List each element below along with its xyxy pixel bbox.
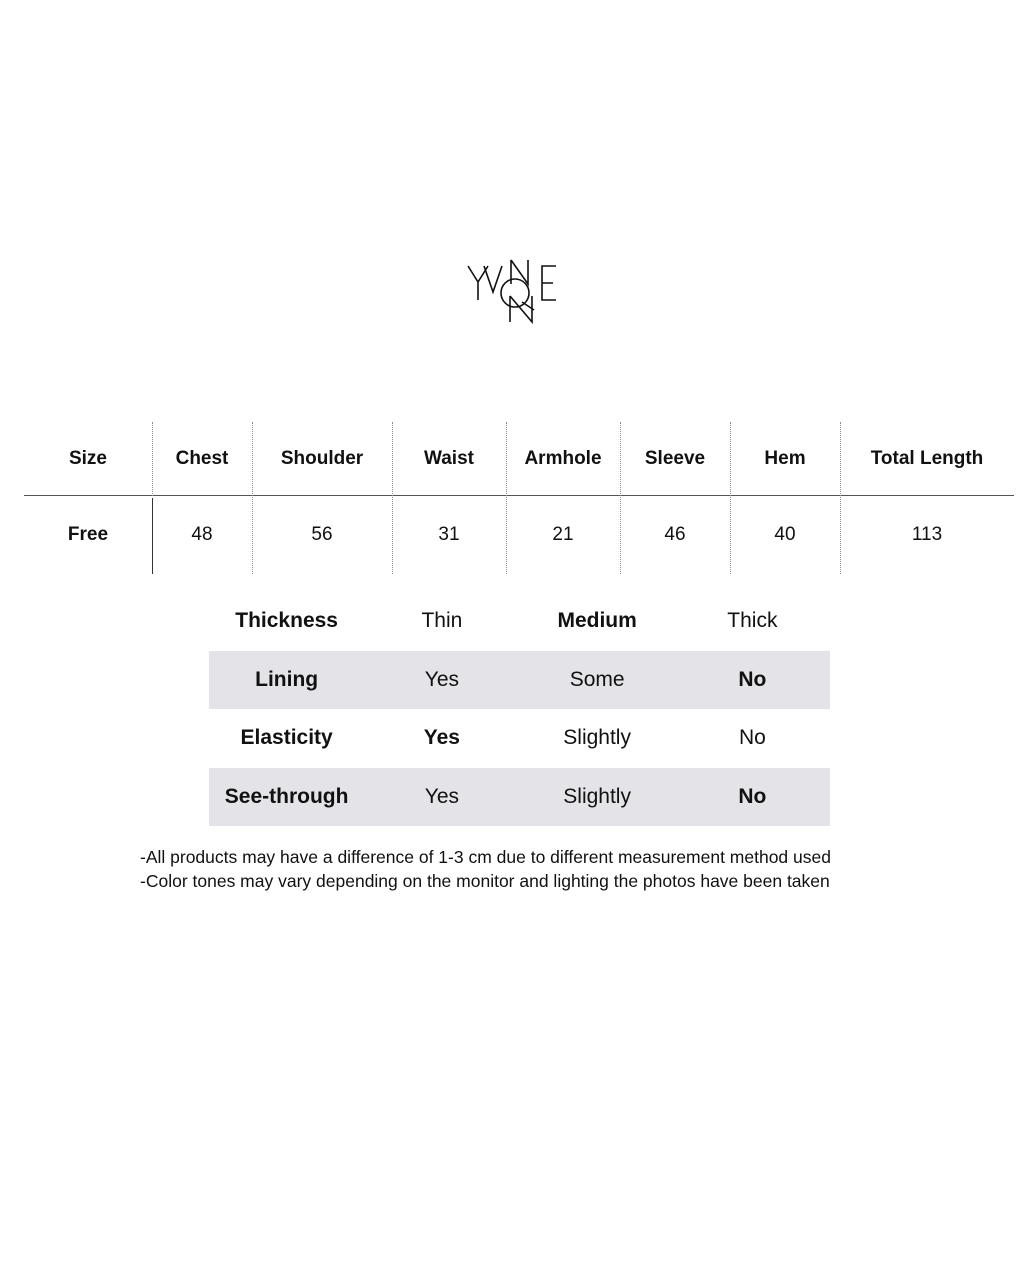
brand-logo-mark bbox=[462, 252, 576, 326]
fabric-row-thickness bbox=[209, 592, 830, 651]
header-divider bbox=[24, 495, 1014, 496]
fabric-option: Yes bbox=[424, 667, 459, 691]
fabric-option: No bbox=[738, 726, 766, 750]
fabric-row-see-through bbox=[209, 768, 830, 827]
row-hem: 40 bbox=[774, 524, 796, 545]
column-divider bbox=[152, 498, 153, 574]
column-divider bbox=[392, 422, 393, 574]
column-divider bbox=[730, 422, 731, 574]
row-sleeve: 46 bbox=[664, 524, 686, 545]
fabric-label: Thickness bbox=[235, 609, 338, 633]
header-waist: Waist bbox=[424, 448, 474, 469]
row-total-length: 113 bbox=[911, 524, 943, 545]
table-row bbox=[24, 498, 1014, 572]
fabric-label: Lining bbox=[255, 667, 319, 691]
fabric-option-selected: Yes bbox=[423, 726, 460, 750]
column-divider bbox=[252, 422, 253, 574]
row-waist: 31 bbox=[438, 524, 460, 545]
header-sleeve: Sleeve bbox=[644, 448, 706, 469]
column-divider bbox=[620, 422, 621, 574]
fabric-option-selected: No bbox=[738, 784, 767, 808]
row-shoulder: 56 bbox=[311, 524, 333, 545]
fabric-label: See-through bbox=[224, 784, 349, 808]
fabric-label: Elasticity bbox=[240, 726, 333, 750]
note-measurement: -All products may have a difference of 1-3 cm due to different measurement method used bbox=[140, 847, 831, 867]
fabric-option: Slightly bbox=[563, 784, 631, 808]
header-shoulder: Shoulder bbox=[280, 448, 364, 469]
row-chest: 48 bbox=[191, 524, 213, 545]
fabric-table bbox=[209, 592, 830, 826]
fabric-option-selected: No bbox=[738, 667, 767, 691]
brand-logo bbox=[462, 252, 576, 326]
fabric-option: Some bbox=[569, 667, 625, 691]
header-total-length: Total Length bbox=[870, 448, 984, 469]
header-hem: Hem bbox=[764, 448, 806, 469]
size-table-header bbox=[24, 422, 1014, 496]
size-table bbox=[24, 422, 1014, 574]
fabric-option: Thick bbox=[727, 609, 778, 633]
header-size: Size bbox=[68, 448, 108, 469]
row-size: Free bbox=[67, 524, 109, 545]
column-divider bbox=[840, 422, 841, 574]
fabric-option-selected: Medium bbox=[557, 609, 637, 633]
fabric-option: Thin bbox=[421, 609, 463, 633]
row-armhole: 21 bbox=[552, 524, 574, 545]
column-divider bbox=[506, 422, 507, 574]
header-armhole: Armhole bbox=[524, 448, 602, 469]
fabric-row-elasticity bbox=[209, 709, 830, 768]
size-notes bbox=[140, 846, 940, 893]
fabric-row-lining bbox=[209, 651, 830, 710]
header-chest: Chest bbox=[175, 448, 229, 469]
column-divider bbox=[152, 422, 153, 496]
fabric-option: Slightly bbox=[563, 726, 631, 750]
fabric-option: Yes bbox=[424, 784, 459, 808]
note-color: -Color tones may vary depending on the monitor and lighting the photos have been taken bbox=[140, 870, 830, 891]
